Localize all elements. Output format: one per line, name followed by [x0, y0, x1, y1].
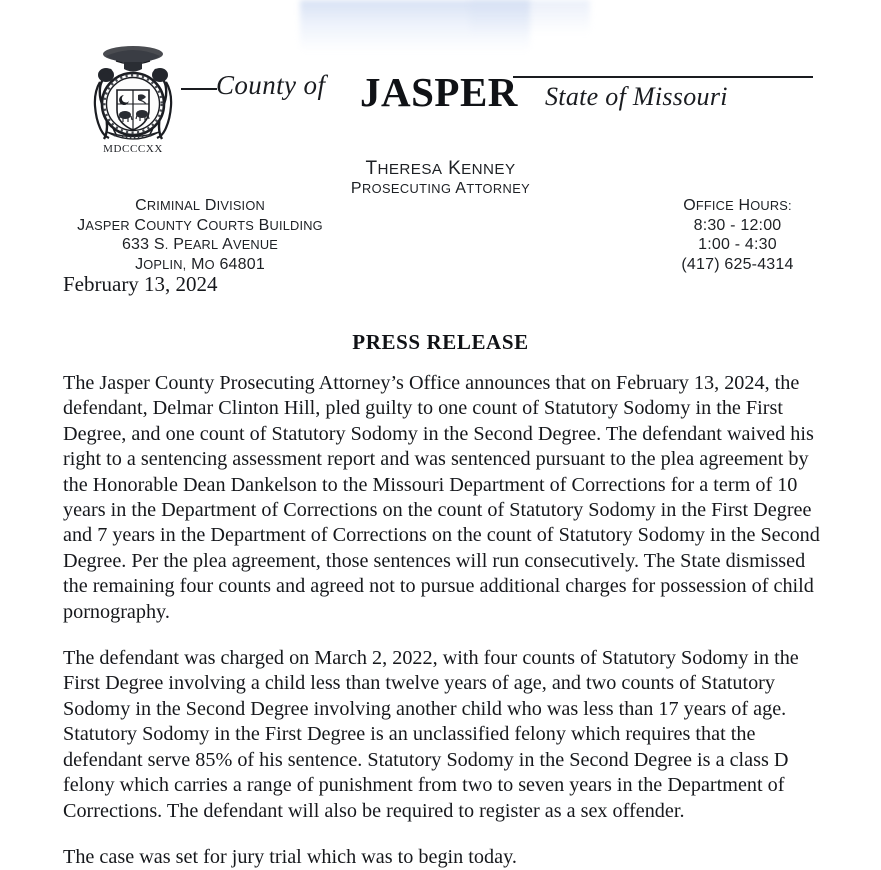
body-paragraph: The case was set for jury trial which was to begin today. [63, 845, 517, 868]
masthead-state-label: State of Missouri [545, 82, 728, 111]
address-line-building: JASPER COUNTY COURTS BUILDING [77, 216, 323, 234]
address-line-street: 633 S. PEARL AVENUE [121, 236, 279, 254]
office-address-block [60, 196, 340, 274]
officer-title: PROSECUTING ATTORNEY [350, 180, 531, 198]
masthead-county-of-label: County of [216, 70, 326, 100]
letterhead-masthead [0, 0, 881, 155]
svg-text:MDCCCXX: MDCCCXX [103, 143, 163, 155]
office-hours-label: OFFICE HOURS: [683, 197, 792, 214]
office-phone-number: (417) 625-4314 [681, 255, 794, 273]
address-line-division: CRIMINAL DIVISION [135, 197, 265, 214]
address-line-city-state-zip: JOPLIN, MO 64801 [135, 255, 265, 273]
office-hours-morning: 8:30 - 12:00 [693, 216, 782, 234]
officer-name: THERESA KENNEY [365, 158, 516, 179]
prosecuting-attorney-block [0, 158, 881, 199]
masthead-rule-left [181, 88, 217, 90]
masthead-rule-right [513, 76, 813, 78]
page-title: PRESS RELEASE [352, 330, 529, 354]
office-hours-block [625, 196, 850, 274]
body-paragraph: The Jasper County Prosecuting Attorney’s Office announces that on February 13, 2024, the defendant, Delmar Clinton Hill, pled guilty to one count of Statutory Sodomy in the First Degree, and one count of Statutory Sodomy in the Second Degree. The defendant waived his right to a sentencing assessment report and was sentenced pursuant to the plea agreement by the Honorable Dean Dankelson to the Missouri Department of Corrections for a term of 10 years in the Department of Corrections on the count of Statutory Sodomy in the First Degree and 7 years in the Department of Corrections on the count of Statutory Sodomy in the Second Degree. Per the plea agreement, those sentences will run consecutively. The State dismissed the remaining four counts and agreed not to pursue additional charges for possession of child pornography. [63, 372, 820, 623]
missouri-state-seal-icon [76, 42, 190, 160]
letter-body [63, 371, 823, 870]
masthead-county-name: JASPER [360, 69, 518, 115]
office-hours-afternoon: 1:00 - 4:30 [698, 236, 777, 254]
body-paragraph: The defendant was charged on March 2, 2022, with four counts of Statutory Sodomy in the First Degree involving a child less than twelve years of age, and two counts of Statutory Sodomy in the Second Degree involving another child who was less than 17 years of age. Statutory Sodomy in the First Degree is an unclassified felony which requires that the defendant serve 85% of his sentence. Statutory Sodomy in the Second Degree is a class D felony which carries a range of punishment from two to seven years in the Department of Corrections. The defendant will also be required to register as a sex offender. [63, 647, 799, 822]
letter-date: February 13, 2024 [63, 272, 218, 296]
